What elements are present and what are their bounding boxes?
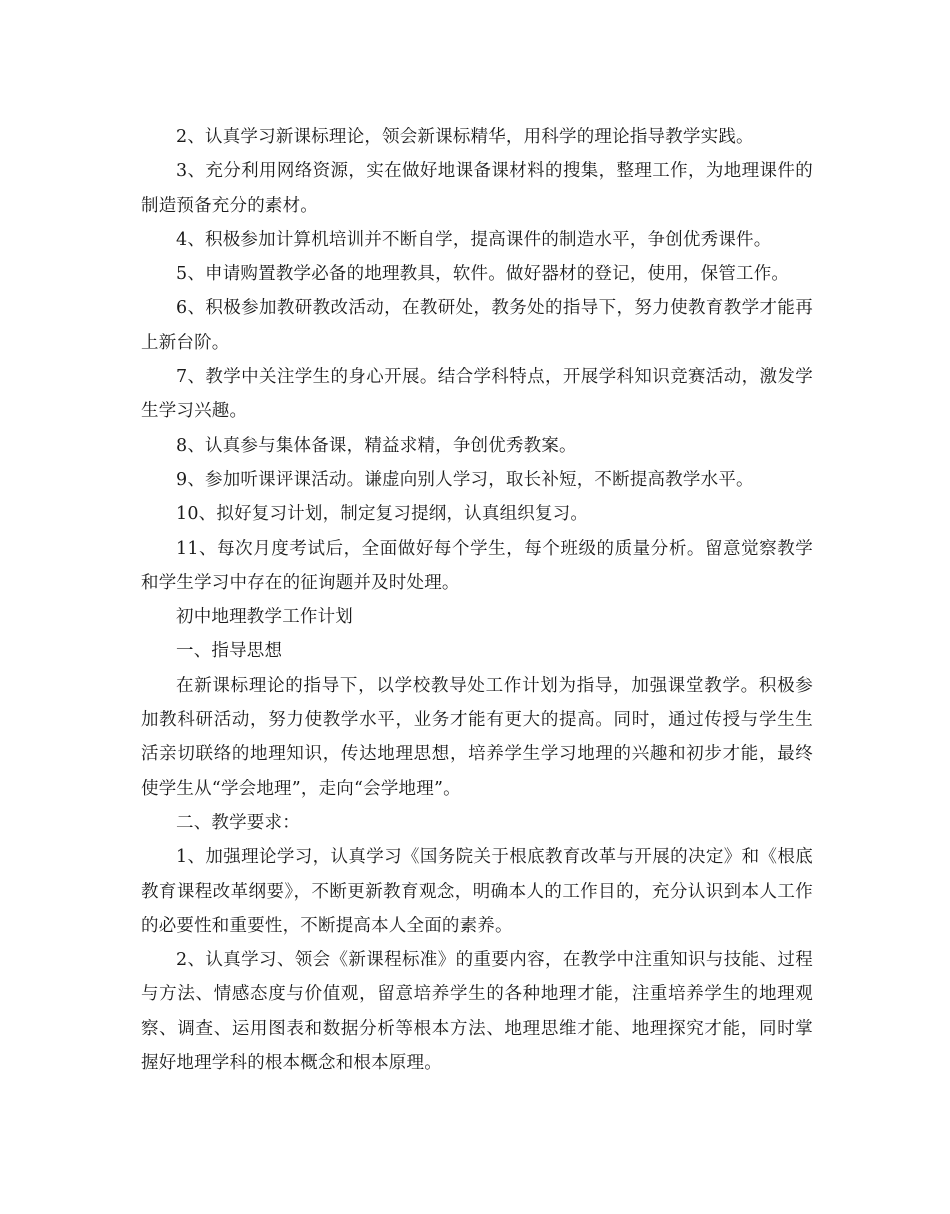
document-body (141, 120, 813, 1080)
section-title: 初中地理教学工作计划 (176, 607, 353, 628)
paragraph-item-4: 4、积极参加计算机培训并不断自学，提高课件的制造水平，争创优秀课件。 (176, 229, 772, 250)
paragraph-guiding-thought: 在新课标理论的指导下，以学校教导处工作计划为指导，加强课堂教学。积极参加教科研活动，努力使教学水平，业务才能有更大的提高。同时，通过传授与学生生活亲切联络的地理知识，传达地理思想，培养学生学习地理的兴趣和初步才能，最终使学生从“学会地理”，走向“会学地理”。 (141, 675, 813, 799)
paragraph-item-9: 9、参加听课评课活动。谦虚向别人学习，取长补短，不断提高教学水平。 (176, 469, 754, 490)
paragraph-item-5: 5、申请购置教学必备的地理教具，软件。做好器材的登记，使用，保管工作。 (176, 264, 790, 285)
paragraph-requirement-2: 2、认真学习、领会《新课程标准》的重要内容，在教学中注重知识与技能、过程与方法、情感态度与价值观，留意培养学生的各种地理才能，注重培养学生的地理观察、调查、运用图表和数据分析等根本方法、地理思维才能、地理探究才能，同时掌握好地理学科的根本概念和根本原理。 (141, 950, 813, 1074)
paragraph-item-8: 8、认真参与集体备课，精益求精，争创优秀教案。 (176, 435, 577, 456)
paragraph-item-6: 6、积极参加教研教改活动，在教研处，教务处的指导下，努力使教育教学才能再上新台阶。 (141, 298, 813, 353)
heading-guiding-thought: 一、指导思想 (176, 641, 283, 662)
paragraph-item-10: 10、拟好复习计划，制定复习提纲，认真组织复习。 (176, 504, 589, 525)
paragraph-requirement-1: 1、加强理论学习，认真学习《国务院关于根底教育改革与开展的决定》和《根底教育课程改革纲要》，不断更新教育观念，明确本人的工作目的，充分认识到本人工作的必要性和重要性，不断提高本人全面的素养。 (141, 847, 813, 936)
paragraph-item-7: 7、教学中关注学生的身心开展。结合学科特点，开展学科知识竞赛活动，激发学生学习兴趣。 (141, 367, 813, 422)
heading-teaching-requirements: 二、教学要求： (176, 812, 300, 833)
paragraph-item-3: 3、充分利用网络资源，实在做好地课备课材料的搜集，整理工作，为地理课件的制造预备充分的素材。 (141, 161, 813, 216)
paragraph-item-11: 11、每次月度考试后，全面做好每个学生，每个班级的质量分析。留意觉察教学和学生学习中存在的征询题并及时处理。 (141, 538, 813, 593)
paragraph-item-2: 2、认真学习新课标理论，领会新课标精华，用科学的理论指导教学实践。 (176, 127, 754, 147)
